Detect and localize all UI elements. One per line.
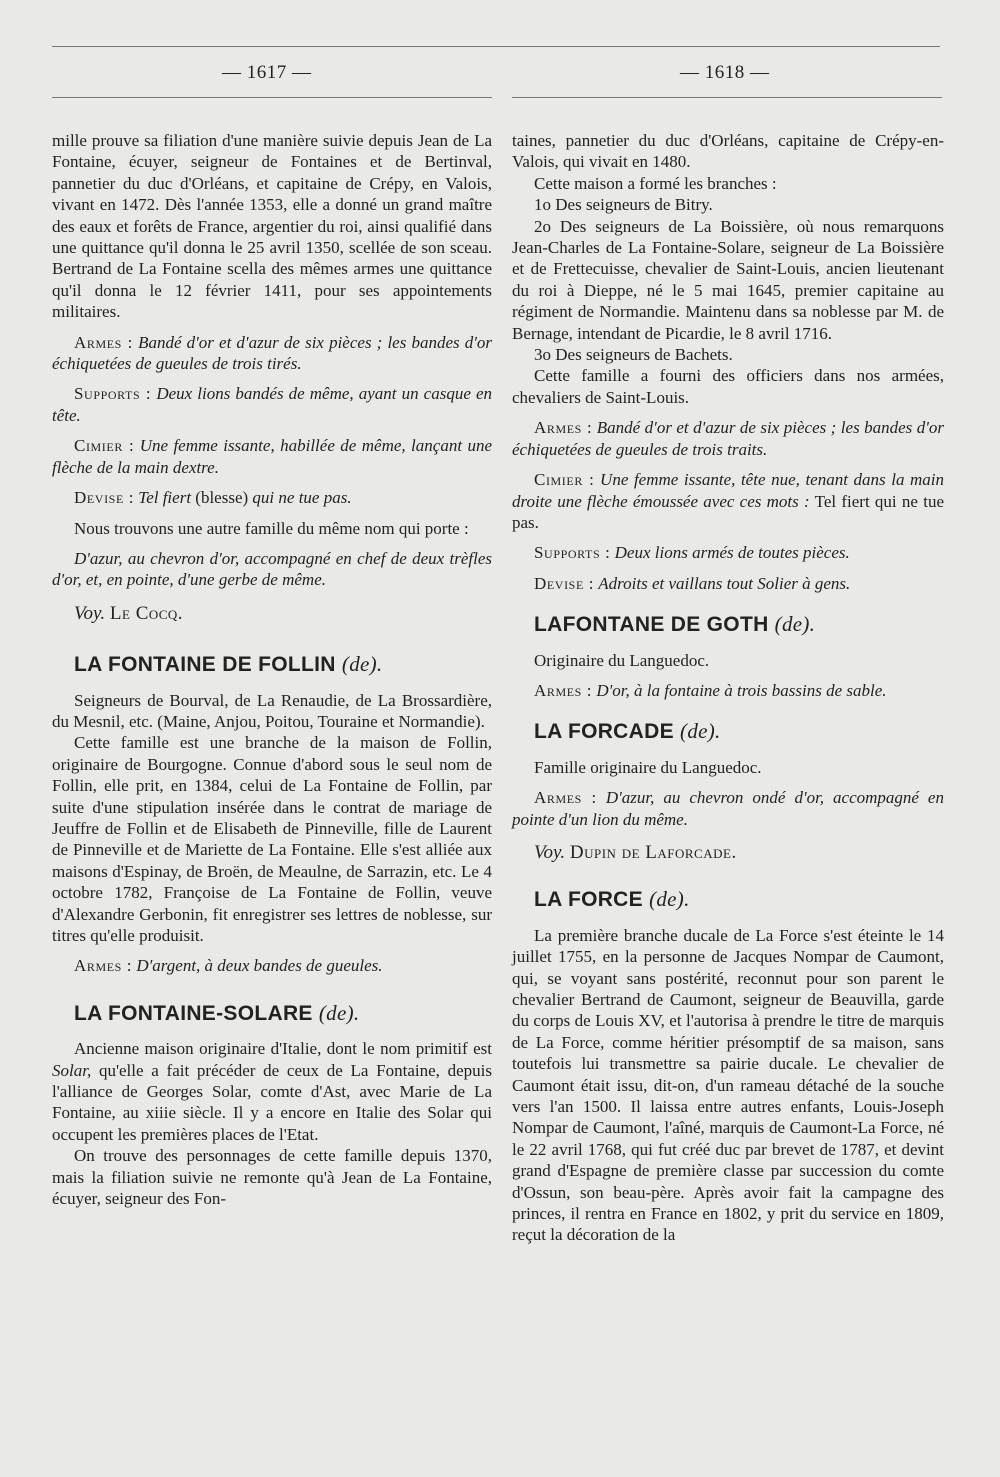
- header-rule-left: [52, 97, 492, 98]
- supports-text: Deux lions bandés de même, ayant un casque en tête.: [52, 384, 492, 425]
- top-rule: [52, 46, 940, 47]
- heading-text: LA FONTAINE DE FOLLIN: [74, 653, 336, 677]
- voy-label: Voy.: [74, 602, 106, 624]
- cimier-label: Cimier :: [74, 436, 135, 456]
- voy-reference: [52, 603, 492, 624]
- supports-entry: [512, 542, 944, 563]
- armes-entry: [512, 787, 944, 830]
- armes-label: Armes :: [534, 788, 597, 808]
- heading-la-forcade: [512, 721, 944, 742]
- paragraph: 2o Des seigneurs de La Boissière, où nous remarquons Jean-Charles de La Fontaine-Solare, seigneur de La Boissière et de Frettecuisse, chevalier de Saint-Louis, ancien lieutenant du roi à Dieppe, né le 5 mai 1645, premier capitaine au régiment de Normandie. Maintenu dans sa noblesse par M. de Bernage, intendant de Picardie, le 8 avril 1716.: [512, 216, 944, 343]
- armes-entry: [52, 332, 492, 375]
- paragraph: On trouve des personnages de cette famille depuis 1370, mais la filiation suivie ne remonte qu'à Jean de La Fontaine, écuyer, seigneur des Fon-: [52, 1146, 492, 1209]
- devise-text-plain: (blesse): [195, 488, 249, 508]
- armes-text: Bandé d'or et d'azur de six pièces ; les bandes d'or échiquetées de gueules de trois tirés.: [52, 332, 492, 374]
- cimier-entry: [52, 435, 492, 478]
- paragraph: 1o Des seigneurs de Bitry.: [534, 195, 713, 215]
- cimier-motto: Tel fiert qui ne tue pas.: [512, 491, 944, 532]
- text-run: Ancienne maison originaire d'Italie, dont le nom primitif est: [74, 1039, 492, 1059]
- heading-particle: (de).: [774, 612, 816, 637]
- paragraph: Cette famille est une branche de la maison de Follin, originaire de Bourgogne. Connue d'abord sous le seul nom de Follin, elle prit, en 1384, celui de La Fontaine de Follin, par suite d'une stipulation insérée dans le contrat de mariage de Jeuffre de Follin et de Elisabeth de Pinneville, fille de Laurent de Pinneville et de Mariette de La Fontaine. Elle s'est alliée aux maisons d'Espinay, de Broën, de Meaulne, de Sarrazin, etc. Le 4 octobre 1782, Françoise de La Fontaine de Follin, veuve d'Alexandre Gerbonin, fit enregistrer ses lettres de noblesse, sur titres qu'elle produisit.: [52, 733, 492, 945]
- paragraph: Seigneurs de Bourval, de La Renaudie, de La Brossardière, du Mesnil, etc. (Maine, Anjou, Poitou, Touraine et Normandie).: [52, 690, 492, 731]
- heading-text: LA FORCADE: [534, 720, 674, 744]
- armes-label: Armes :: [534, 418, 593, 438]
- cimier-entry: [512, 469, 944, 533]
- armes-label: Armes :: [74, 956, 133, 976]
- devise-text: Adroits et vaillans tout Solier à gens.: [598, 573, 851, 593]
- autre-armes: D'azur, au chevron d'or, accompagné en chef de deux trèfles d'or, et, en pointe, d'une gerbe de même.: [52, 548, 492, 590]
- heading-text: LAFONTANE DE GOTH: [534, 613, 769, 637]
- voy-label: Voy.: [534, 841, 566, 863]
- left-column: [52, 130, 492, 1209]
- paragraph: 3o Des seigneurs de Bachets.: [534, 345, 733, 365]
- text-run: qu'elle a fait précéder de ceux de La Fontaine, depuis l'alliance de Georges Solar, comte d'Ast, avec Marie de La Fontaine, au xiiie siècle. Il y a encore en Italie des Solar qui occupent les premières places de l'Etat.: [52, 1060, 493, 1144]
- devise-entry: [52, 487, 492, 508]
- supports-entry: [52, 383, 492, 426]
- voy-target: Dupin de Laforcade.: [569, 841, 737, 863]
- devise-text-italic-2: qui ne tue pas.: [252, 488, 352, 508]
- voy-target: Le Cocq.: [109, 602, 184, 624]
- header-rule-right: [512, 97, 942, 98]
- paragraph: taines, pannetier du duc d'Orléans, capitaine de Crépy-en-Valois, qui vivait en 1480.: [512, 131, 944, 172]
- armes-text: D'azur, au chevron ondé d'or, accompagné en pointe d'un lion du même.: [512, 788, 944, 829]
- text-run-italic: Solar,: [52, 1060, 92, 1080]
- paragraph: Cette maison a formé les branches :: [534, 173, 777, 193]
- voy-reference: [512, 842, 944, 863]
- left-page-number: — 1617 —: [222, 62, 312, 83]
- armes-label: Armes :: [534, 680, 593, 700]
- devise-label: Devise :: [74, 488, 135, 508]
- devise-entry: [512, 573, 944, 594]
- heading-la-force: [512, 889, 944, 910]
- armes-text: Bandé d'or et d'azur de six pièces ; les bandes d'or échiquetées de gueules de trois traits.: [512, 418, 944, 459]
- heading-la-fontaine-de-follin: [52, 654, 492, 675]
- heading-particle: (de).: [341, 652, 383, 677]
- cimier-text: Une femme issante, habillée de même, lançant une flèche de la main dextre.: [52, 436, 493, 477]
- paragraph: mille prouve sa filiation d'une manière suivie depuis Jean de La Fontaine, écuyer, seigneur de Fontaines et de Bertinval, pannetier du duc d'Orléans, et capitaine de Crépy, en Valois, vivant en 1472. Dès l'année 1353, elle a donné un grand maître des eaux et forêts de France, argentier du roi, ainsi qualifié dans une quittance qu'il donna le 25 avril 1350, scellée de son sceau. Bertrand de La Fontaine scella des mêmes armes une quittance qu'il donna le 12 février 1411, pour ses appointements militaires.: [52, 131, 492, 322]
- supports-text: Deux lions armés de toutes pièces.: [614, 543, 850, 563]
- paragraph: Originaire du Languedoc.: [534, 650, 710, 670]
- heading-text: LA FONTAINE-SOLARE: [74, 1001, 313, 1025]
- armes-text: D'argent, à deux bandes de gueules.: [136, 956, 383, 976]
- heading-lafontane-de-goth: [512, 614, 944, 635]
- paragraph: Nous trouvons une autre famille du même nom qui porte :: [74, 518, 469, 538]
- paragraph: Cette famille a fourni des officiers dans nos armées, chevaliers de Saint-Louis.: [512, 366, 944, 407]
- devise-label: Devise :: [534, 573, 595, 593]
- cimier-label: Cimier :: [534, 470, 595, 490]
- armes-text: D'or, à la fontaine à trois bassins de sable.: [596, 680, 887, 700]
- supports-label: Supports :: [534, 543, 611, 563]
- heading-la-fontaine-solare: [52, 1000, 492, 1025]
- heading-particle: (de).: [318, 1000, 360, 1025]
- cimier-text: Une femme issante, tête nue, tenant dans la main droite une flèche émoussée avec ces mots :: [512, 470, 945, 511]
- right-page-number: — 1618 —: [680, 62, 770, 83]
- armes-entry: [52, 955, 492, 976]
- armes-entry: [512, 417, 944, 460]
- armes-label: Armes :: [74, 332, 133, 352]
- heading-text: LA FORCE: [534, 888, 643, 912]
- heading-particle: (de).: [680, 719, 721, 744]
- paragraph: La première branche ducale de La Force s'est éteinte le 14 juillet 1755, en la personne de Jacques Nompar de Caumont, qui, se voyant sans postérité, reconnut pour son parent le chevalier Bertrand de Caumont, seigneur de Beauvilla, garde du corps de Louis XV, et l'autorisa à prendre le titre de marquis de La Force, comme héritier présomptif de sa maison, sans toutefois lui transmettre sa pairie ducale. Le chevalier de Caumont était issu, dit-on, d'un rameau détaché de la souche vers l'an 1500. Il laissa entre autres enfants, Louis-Joseph Nompar de Caumont, l'aîné, marquis de Caumont-La Force, né le 22 avril 1768, qui fut créé duc par brevet de 1787, et devint grand d'Espagne de première classe par succession du comte d'Ossun, son beau-père. Après avoir fait la campagne des princes, il rentra en France en 1802, y prit du service en 1809, reçut la décoration de la: [512, 925, 944, 1245]
- paragraph: Famille originaire du Languedoc.: [534, 757, 762, 777]
- heading-particle: (de).: [649, 887, 690, 912]
- right-column: [512, 130, 944, 1246]
- paragraph: [52, 1038, 492, 1145]
- armes-entry: [512, 680, 944, 701]
- supports-label: Supports :: [74, 384, 152, 404]
- devise-text-italic: Tel fiert: [138, 488, 192, 508]
